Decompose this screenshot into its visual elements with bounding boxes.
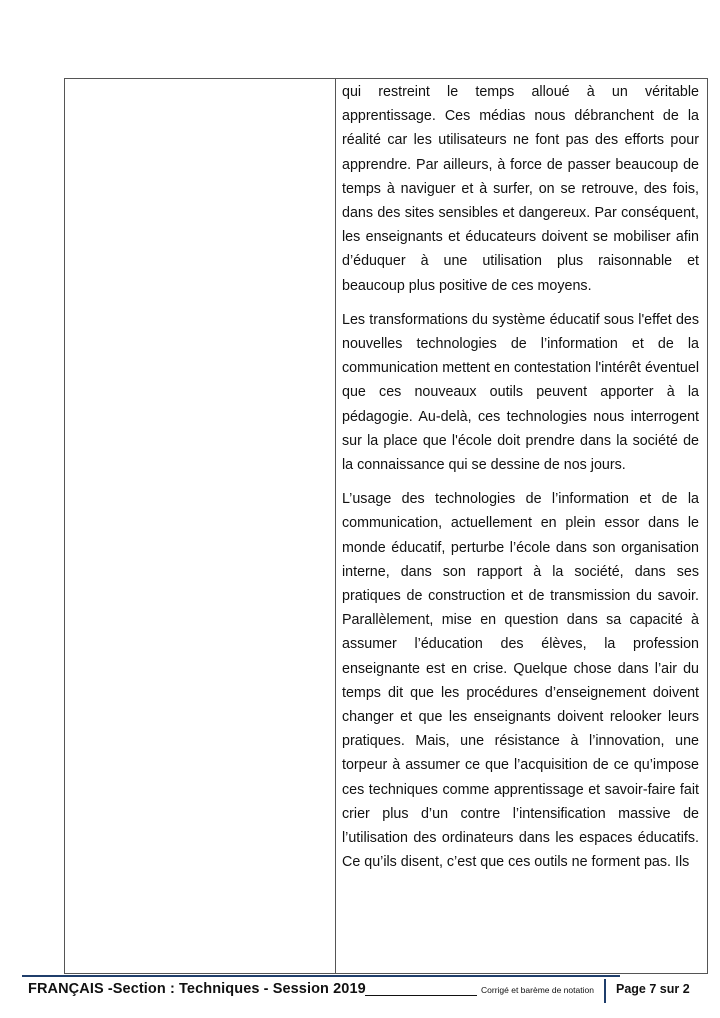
answer-table [64,78,708,974]
left-column-cell [65,79,336,973]
footer-rule [22,975,620,977]
paragraph-3: L’usage des technologies de l’information et de la communication, actuellement en plein essor dans le monde éducatif, perturbe l’école dans son organisation interne, dans son rapport à la société, dans ses pratiques de construction et de transmission du savoir. Parallèlement, mise en question dans sa capacité à assumer l’éducation des élèves, la profession enseignante est en crise. Quelque chose dans l’air du temps dit que les procédures d’enseignement doivent changer et que les enseignants doivent relooker leurs pratiques. Mais, une résistance à l’innovation, une torpeur à assumer ce que l’acquisition de ce qu’impose ces techniques comme apprentissage et savoir-faire fait crier plus d’un contre l’intensification massive de l’utilisation des ordinateurs dans les espaces éducatifs. Ce qu’ils disent, c’est que ces outils ne forment pas. Ils [342,491,699,871]
footer-underline [365,995,477,996]
footer-title: FRANÇAIS -Section : Techniques - Session 2019 [28,981,366,997]
paragraph-1: qui restreint le temps alloué à un véritable apprentissage. Ces médias nous débranchent de la réalité car les utilisateurs ne font pas des efforts pour apprendre. Par ailleurs, à force de passer beaucoup de temps à naviguer et à surfer, on se retrouve, des fois, dans des sites sensibles et dangereux. Par conséquent, les enseignants et éducateurs doivent se mobiliser afin d’éduquer à une utilisation plus raisonnable et beaucoup plus positive de ces moyens. [342,84,699,294]
footer-divider [604,979,606,1003]
page-number: Page 7 sur 2 [616,982,690,996]
right-column-cell [342,79,699,973]
page-footer [22,975,710,1007]
footer-subtitle: Corrigé et barème de notation [481,985,594,995]
paragraph-2: Les transformations du système éducatif sous l'effet des nouvelles technologies de l’information et de la communication mettent en contestation l'intérêt éventuel que ces nouveaux outils peuvent apporter à la pédagogie. Au-delà, ces technologies nous interrogent sur la place que l'école doit prendre dans la société de la connaissance qui se dessine de nos jours. [342,311,699,474]
